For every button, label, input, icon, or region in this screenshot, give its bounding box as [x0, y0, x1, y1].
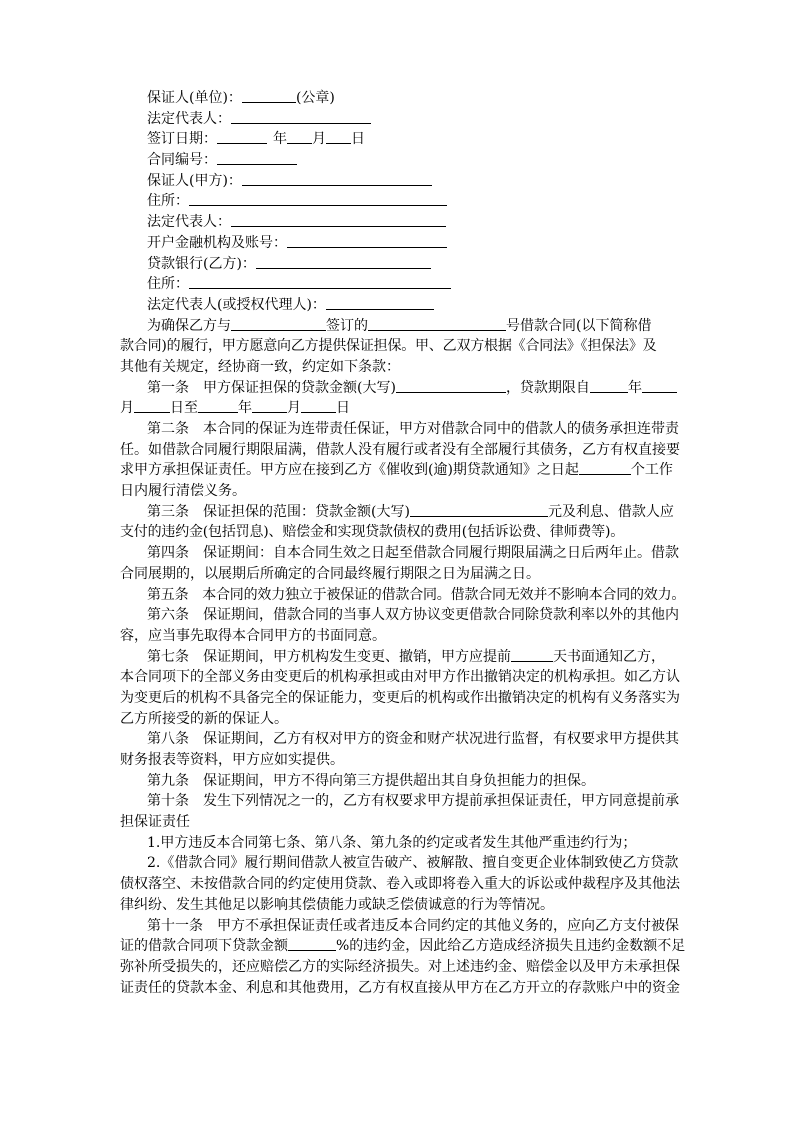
- guarantor-a-line: [120, 171, 680, 192]
- bank-account-blank[interactable]: [287, 233, 447, 248]
- loan-start-year-blank[interactable]: [590, 378, 628, 393]
- article-5-line-1: 第五条 本合同的效力独立于被保证的借款合同。借款合同无效并不影响本合同的效力。: [147, 586, 686, 603]
- article-6-line-2: 容，应当事先取得本合同甲方的书面同意。: [120, 627, 386, 644]
- article-11-text: 证的借款合同项下贷款金额: [120, 938, 288, 955]
- legal-rep-line: [120, 109, 680, 130]
- legal-rep2-line: [120, 212, 680, 233]
- bank-account-label: 开户金融机构及账号：: [147, 234, 287, 251]
- intro-text: 号借款合同(以下简称借: [506, 317, 652, 334]
- address2-blank[interactable]: [189, 274, 451, 289]
- article-1-text: ，贷款期限自: [505, 379, 590, 396]
- guarantor-unit-line: [120, 88, 680, 109]
- legal-rep-agent-line: [120, 295, 680, 316]
- article-7-line-3: 为变更后的机构不具备完全的保证能力，变更后的机构或作出撤销决定的机构有义务落实为: [120, 689, 680, 706]
- article-2-text: 求甲方承担保证责任。甲方应在接到乙方《催收到(逾)期贷款通知》之日起: [120, 462, 579, 479]
- lender-b-line: [120, 254, 680, 275]
- article-2-line-1: 第二条 本合同的保证为连带责任保证，甲方对借款合同中的借款人的债务承担连带责: [147, 421, 679, 437]
- article-10-item-2-line-1: 2.《借款合同》履行期间借款人被宣告破产、被解散、擅自变更企业体制致使乙方贷款: [147, 855, 679, 872]
- guarantor-unit-blank[interactable]: [242, 88, 296, 103]
- sign-date-line: [120, 129, 680, 150]
- article-11-line-1: 第十一条 甲方不承担保证责任或者违反本合同约定的其他义务的，应向乙方支付被保: [147, 917, 679, 934]
- article-6-line-1: 第六条 保证期间，借款合同的当事人双方协议变更借款合同除贷款利率以外的其他内: [147, 607, 679, 624]
- contract-no-label: 合同编号：: [147, 152, 217, 169]
- legal-rep-agent-label: 法定代表人(或授权代理人)：: [147, 296, 326, 313]
- article-1-text: 日: [336, 400, 350, 417]
- address2-line: [120, 274, 680, 295]
- article-11-text: %的违约金，因此给乙方造成经济损失且违约金数额不足: [336, 938, 686, 955]
- article-7-text: 天书面通知乙方，: [553, 648, 665, 665]
- article-11-line-4: 证责任的贷款本金、利息和其他费用，乙方有权直接从甲方在乙方开立的存款账户中的资金: [120, 979, 680, 996]
- article-3-line-2: 支付的违约金(包括罚息)、赔偿金和实现贷款债权的费用(包括诉讼费、律师费等)。: [120, 524, 625, 541]
- loan-end-year-blank[interactable]: [198, 398, 238, 413]
- notice-days-blank[interactable]: [511, 647, 553, 662]
- article-10-item-1: 1.甲方违反本合同第七条、第八条、第九条的约定或者发生其他严重违约行为；: [147, 834, 637, 851]
- sign-day-blank[interactable]: [326, 129, 351, 144]
- guarantee-amount-blank[interactable]: [410, 502, 548, 517]
- article-8-line-2: 财务报表等资料，甲方应如实提供。: [120, 752, 344, 768]
- article-1-text: 年: [627, 379, 642, 396]
- article-10-line-2: 担保证责任: [120, 814, 190, 831]
- article-11-line-2: [120, 936, 686, 957]
- article-11-line-3: 弥补所受损失的，还应赔偿乙方的实际经济损失。对上述违约金、赔偿金以及甲方未承担保: [120, 958, 680, 975]
- address-label: 住所：: [147, 193, 189, 210]
- address-blank[interactable]: [189, 191, 447, 206]
- lender-b-blank[interactable]: [256, 254, 431, 269]
- sign-month-blank[interactable]: [287, 129, 312, 144]
- working-days-blank[interactable]: [579, 460, 631, 475]
- article-1-text: 月: [120, 400, 134, 417]
- legal-rep-label: 法定代表人：: [147, 110, 231, 127]
- article-1-line-2: [120, 398, 680, 419]
- article-7-line-1: [120, 647, 680, 668]
- article-7-line-4: 乙方所接受的新的保证人。: [120, 710, 288, 727]
- article-7-line-2: 本合同项下的全部义务由变更后的机构承担或由对甲方作出撤销决定的机构承担。如乙方认: [120, 669, 680, 686]
- legal-rep2-blank[interactable]: [231, 212, 446, 227]
- loan-start-day-blank[interactable]: [134, 398, 170, 413]
- penalty-rate-blank[interactable]: [288, 936, 336, 951]
- article-7-text: 第七条 保证期间，甲方机构发生变更、撤销，甲方应提前: [147, 648, 511, 665]
- legal-rep2-label: 法定代表人：: [147, 214, 231, 231]
- article-3-text: 元及利息、借款人应: [547, 503, 674, 520]
- guarantor-a-label: 保证人(甲方)：: [147, 172, 242, 189]
- intro-text: 签订的: [326, 317, 368, 334]
- article-3-text: 第三条 保证担保的范围：贷款金额(大写): [147, 503, 410, 520]
- intro-borrower-blank[interactable]: [231, 316, 326, 331]
- loan-amount-blank[interactable]: [396, 378, 506, 393]
- seal-label: (公章): [295, 90, 335, 106]
- address-line: [120, 191, 680, 212]
- intro-line-3: 其他有关规定，经协商一致，约定如下条款：: [120, 358, 400, 375]
- article-10-line-1: 第十条 发生下列情况之一的，乙方有权要求甲方提前承担保证责任，甲方同意提前承: [147, 793, 679, 810]
- lender-b-label: 贷款银行(乙方)：: [147, 255, 256, 272]
- legal-rep-blank[interactable]: [231, 109, 371, 124]
- article-2-text: 个工作: [630, 462, 673, 479]
- bank-account-line: [120, 233, 680, 254]
- article-1-line-1: [120, 378, 680, 399]
- article-4-line-1: 第四条 保证期间：自本合同生效之日起至借款合同履行期限届满之日后两年止。借款: [147, 545, 679, 562]
- sign-year-blank[interactable]: [217, 129, 267, 144]
- article-1-text: 月: [287, 400, 301, 417]
- article-2-line-3: [120, 460, 680, 481]
- legal-rep-agent-blank[interactable]: [326, 295, 434, 310]
- article-3-line-1: [120, 502, 680, 523]
- article-1-text: 第一条 甲方保证担保的贷款金额(大写): [147, 379, 396, 396]
- intro-line-1: [120, 316, 680, 337]
- month-label: 月: [312, 131, 326, 148]
- loan-end-month-blank[interactable]: [252, 398, 287, 413]
- article-1-text: 日至: [170, 400, 198, 417]
- article-8-line-1: 第八条 保证期间，乙方有权对甲方的资金和财产状况进行监督，有权要求甲方提供其: [147, 731, 679, 748]
- sign-date-label: 签订日期：: [147, 131, 217, 148]
- article-2-line-2: 任。如借款合同履行期限届满，借款人没有履行或者没有全部履行其债务，乙方有权直接要: [120, 441, 680, 458]
- article-10-item-2-line-2: 债权落空、未按借款合同的约定使用贷款、卷入或即将卷入重大的诉讼或仲裁程序及其他法: [120, 876, 680, 893]
- contract-document: [120, 88, 686, 998]
- article-9-line-1: 第九条 保证期间，甲方不得向第三方提供超出其自身负担能力的担保。: [147, 772, 595, 789]
- article-1-text: 年: [238, 400, 252, 417]
- contract-no-blank[interactable]: [217, 150, 297, 165]
- guarantor-a-blank[interactable]: [242, 171, 432, 186]
- article-4-line-2: 合同展期的，以展期后所确定的合同最终履行期限之日为届满之日。: [120, 565, 540, 582]
- year-label: 年: [273, 131, 287, 148]
- intro-text: 为确保乙方与: [147, 317, 231, 334]
- loan-end-day-blank[interactable]: [301, 398, 336, 413]
- intro-contract-no-blank[interactable]: [368, 316, 506, 331]
- day-label: 日: [351, 131, 365, 148]
- loan-start-month-blank[interactable]: [642, 378, 677, 393]
- article-10-item-2-line-3: 律纠纷、发生其他足以影响其偿债能力或缺乏偿债诚意的行为等情况。: [120, 896, 554, 913]
- guarantor-unit-label: 保证人(单位)：: [147, 90, 242, 106]
- address2-label: 住所：: [147, 276, 189, 293]
- contract-no-line: [120, 150, 680, 171]
- intro-line-2: 款合同)的履行，甲方愿意向乙方提供保证担保。甲、乙双方根据《合同法》《担保法》及: [120, 338, 657, 355]
- article-2-line-4: 日内履行清偿义务。: [120, 483, 246, 500]
